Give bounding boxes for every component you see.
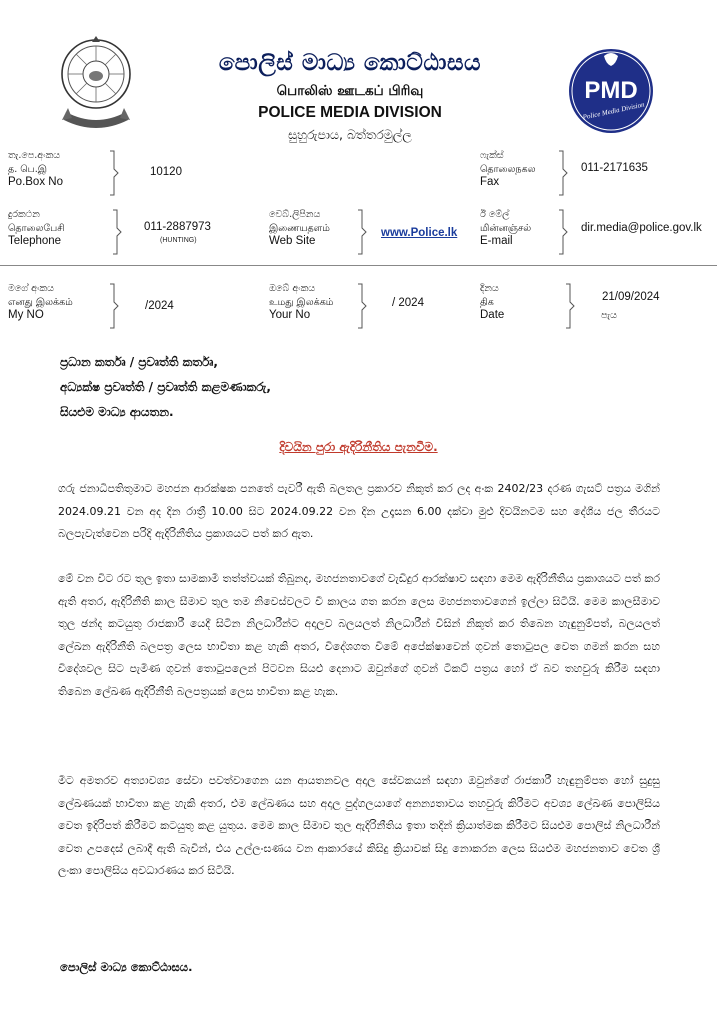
telephone-value: 011-2887973 [144, 221, 211, 233]
your-no-value: / 2024 [392, 297, 424, 309]
subject-heading: දිවයින පුරා ඇදිරිනීතිය පැනවීම. [279, 440, 438, 454]
addressee-line-2: අධ්‍යක්ෂ ප්‍රවෘත්ති / ප්‍රවෘත්ති කළමණාකරු, [60, 380, 271, 394]
fax-value: 011-2171635 [581, 162, 648, 174]
body-paragraph-2: මේ වන විට රට තුල ඉතා සාමකාමී තත්ත්වයක් තිබුනද, මහජනතාවගේ වැඩිදුර ආරක්ෂාව සඳහා මෙම ඇදිරිනීතිය ප්‍රකාශයට පත් කර ඇති අතර, ඇදිරිනීති කාල සීමාව තුල තම නිවෙස්වලට වී කාලය ගත කරන ලෙස මහජනතාවගෙන් ඉල්ලා සිටියි. මෙම කාලසීමාව තුල ඡන්ද කටයුතු රාජකාරී යෙදී සිටින නිලධාරීන්ට අදාලව බලයලත් නිලධාරීන් විසින් නිකුත් කර තිබෙන හැඳුනුම්පත්, බලයලත් ලේඛන ඇදිරිනීති බලපත්‍ර ලෙස භාවිතා කළ හැකි අතර, විදේශගත වීමේ අපේක්ෂාවෙන් ගුවන් තොටුපල වෙත ගමන් කරන සහ විදේශවල සිට පැමිණ ගුවන් තොටුපලෙන් පිටවන සියළු දෙනාට ඔවුන්ගේ ගුවන් ටිකට් පත්‍රය හෝ ඒ බව තහවුරු කිරීම සඳහා තිබෙන ලේඛණ ඇදිරිනීති බලපත්‍රයක් ලෙස භාවිතා කළ හැක. [58, 572, 660, 698]
body-paragraph-3: මීට අමතරව අත්‍යාවශ්‍ය සේවා පවත්වාගෙන යන ආයතනවල අදාල සේවකයන් සඳහා ඔවුන්ගේ රාජකාරී හැඳුනුම්පත හෝ සුදුසු ලේඛණයක් භාවිතා කළ හැකි අතර, එම ලේඛණය සහ අදාල පුද්ගලයාගේ අනන්‍යතාවය තහවුරු කිරීමට අවශ්‍ය ලේඛණ පොලිසිය වෙත ඉදිරිපත් කිරීමට කටයුතු කළ යුතුය. මෙම කාල සීමාව තුල ඇදිරිනීතිය ඉතා තදින් ක්‍රියාත්මක කිරීමට සියළුම පොලිස් නිලධාරීන් වෙත උපදෙස් ලබාදී ඇති බැවින්, එය උල්ලංඝණය වන ආකාරයේ කිසිදු ක්‍රියාවක් සිදු නොකරන ලෙස සියළුම මහජනතාව වෙත ශ්‍රී ලංකා පොලිසිය අවධාරණය කර සිටියි. [58, 774, 660, 877]
division-address: සුහුරුපාය, බත්තරමුල්ල [288, 127, 412, 142]
email-value[interactable]: dir.media@police.gov.lk [581, 222, 702, 234]
telephone-note: (HUNTING) [160, 237, 197, 244]
title-english: POLICE MEDIA DIVISION [258, 104, 442, 121]
my-no-value: /2024 [145, 300, 174, 312]
pmd-logo-text: PMD [584, 77, 638, 104]
fax-label: ෆැක්ස් தொலைநகல Fax [480, 150, 536, 188]
website-link[interactable]: www.Police.lk [381, 227, 458, 239]
pobox-value: 10120 [150, 166, 182, 178]
addressee-block [60, 350, 271, 425]
email-label: ඊ මේල් மின்னஞ்சல் E-mail [480, 209, 532, 247]
date-label: දිනය திக Date [480, 283, 505, 321]
date-value: 21/09/2024 [602, 291, 660, 303]
telephone-label: දුරකථන தொலைபேசி Telephone [8, 209, 65, 247]
addressee-line-1: ප්‍රධාන කර්තෘ / ප්‍රවෘත්ති කර්තෘ, [60, 355, 218, 369]
addressee-line-3: සියළුම මාධ්‍ය ආයතන. [60, 405, 174, 419]
header-divider [0, 265, 717, 266]
body-paragraph-1: ගරු ජනාධිපතිතුමාට මහජන ආරක්ෂක පනතේ පැවරී ඇති බලතල ප්‍රකාරව නිකුත් කර ලද අංක 2402/23 දරණ ගැසට් පත්‍රය මගින් 2024.09.21 වන අද දින රාත්‍රී 10.00 සිට 2024.09.22 වන දින උදෑසන 6.00 දක්වා මුළු දිවයිනටම සහ දේශීය ජල තීරයට බලපැවැත්වෙන පරිදි ඇදිරිනීතිය ප්‍රකාශයට පත් කර ඇත. [58, 482, 660, 540]
website-label: වෙබ්.ලිපිනය இணையதளம் Web Site [269, 209, 330, 247]
your-no-label: ඔබේ අංකය உமது இலக்கம் Your No [269, 283, 334, 321]
my-no-label: මගේ අංකය எனது இலக்கம் My NO [8, 283, 73, 321]
pobox-label: තැ.පෙ.අංකය த. பெ.இ Po.Box No [8, 150, 63, 188]
signature: පොලිස් මාධ්‍ය කොට්ඨාසය. [60, 960, 193, 974]
date-suffix: පැය [601, 310, 617, 321]
pmd-logo-subtext: Police Media Division [581, 100, 646, 122]
title-sinhala: පොලිස් මාධ්‍ය කොට්ඨාසය [218, 50, 482, 76]
title-tamil: பொலிஸ் ஊடகப் பிரிவு [276, 83, 424, 99]
